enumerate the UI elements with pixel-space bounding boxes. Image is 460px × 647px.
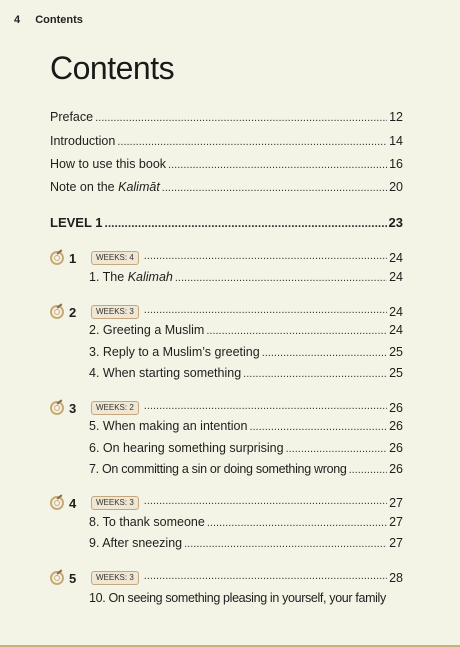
- dot-leader: [262, 345, 387, 361]
- page-title: Contents: [50, 50, 175, 86]
- unit-page-number: 26: [389, 401, 403, 415]
- toc-subentry-8[interactable]: [89, 514, 403, 531]
- subentry-label: 6. On hearing something surprising: [89, 441, 284, 455]
- subentry-page-number: 25: [389, 366, 403, 380]
- subentry-page-number: 24: [389, 323, 403, 337]
- toc-subentry-3[interactable]: [89, 344, 403, 361]
- target-icon: [50, 251, 64, 265]
- toc-entry-italic: Kalimāt: [118, 180, 160, 194]
- dot-leader: [105, 215, 387, 231]
- toc-subentry-6[interactable]: [89, 440, 403, 457]
- dot-leader: [243, 366, 387, 382]
- toc-page-number: 16: [389, 157, 403, 171]
- dot-leader: [168, 157, 387, 173]
- toc-entry-label: Introduction: [50, 134, 116, 148]
- running-head-page-number: 4: [14, 14, 21, 26]
- toc-entry-preface[interactable]: [50, 109, 403, 126]
- subentry-label: 8. To thank someone: [89, 515, 205, 529]
- weeks-badge: WEEKS: 4: [91, 251, 139, 265]
- toc-entry-label: Note on the Kalimāt: [50, 180, 160, 194]
- toc-entry-note-on-kalimat[interactable]: [50, 179, 403, 196]
- toc-page-number: 20: [389, 180, 403, 194]
- unit-5-row[interactable]: [50, 570, 403, 586]
- level-page-number: 23: [388, 215, 403, 230]
- subentry-label: 4. When starting something: [89, 366, 242, 380]
- dot-leader: [249, 419, 387, 435]
- subentry-label: 9. After sneezing: [89, 536, 183, 550]
- unit-1-row[interactable]: [50, 250, 403, 266]
- unit-page-number: 28: [389, 571, 403, 585]
- unit-number: 3: [69, 400, 77, 416]
- target-icon: [50, 305, 64, 319]
- dot-leader: [144, 570, 387, 582]
- dot-leader: [349, 462, 388, 478]
- dot-leader: [206, 323, 387, 339]
- subentry-label: 2. Greeting a Muslim: [89, 323, 205, 337]
- toc-subentry-10[interactable]: [89, 590, 403, 606]
- target-icon: [50, 401, 64, 415]
- dot-leader: [144, 400, 387, 412]
- toc-subentry-1[interactable]: [89, 269, 403, 286]
- dot-leader: [286, 441, 388, 457]
- subentry-label: 3. Reply to a Muslim’s greeting: [89, 345, 260, 359]
- dot-leader: [184, 536, 387, 552]
- unit-2-row[interactable]: [50, 304, 403, 320]
- toc-subentry-2[interactable]: [89, 322, 403, 339]
- toc-subentry-4[interactable]: [89, 365, 403, 382]
- weeks-badge: WEEKS: 3: [91, 496, 139, 510]
- unit-page-number: 24: [389, 305, 403, 319]
- dot-leader: [144, 495, 387, 507]
- toc-entry-label: How to use this book: [50, 157, 167, 171]
- unit-3-row[interactable]: [50, 400, 403, 416]
- target-icon: [50, 571, 64, 585]
- subentry-page-number: 27: [389, 536, 403, 550]
- subentry-page-number: 27: [389, 515, 403, 529]
- weeks-badge: WEEKS: 2: [91, 401, 139, 415]
- dot-leader: [117, 134, 387, 150]
- subentry-page-number: 26: [389, 462, 403, 476]
- toc-subentry-7[interactable]: [89, 461, 403, 478]
- toc-entry-how-to-use[interactable]: [50, 156, 403, 173]
- unit-page-number: 24: [389, 251, 403, 265]
- subentry-label: 1. The Kalimah: [89, 270, 173, 284]
- unit-number: 4: [69, 495, 77, 511]
- subentry-page-number: 26: [389, 441, 403, 455]
- toc-subentry-5[interactable]: [89, 418, 403, 435]
- dot-leader: [175, 270, 387, 286]
- unit-number: 1: [69, 250, 77, 266]
- unit-page-number: 27: [389, 496, 403, 510]
- weeks-badge: WEEKS: 3: [91, 305, 139, 319]
- level-label: LEVEL 1: [50, 215, 103, 230]
- running-head: [14, 14, 83, 26]
- subentry-page-number: 24: [389, 270, 403, 284]
- subentry-label: 7. On committing a sin or doing something wrong: [89, 462, 347, 476]
- toc-subentry-9[interactable]: [89, 535, 403, 552]
- unit-number: 5: [69, 570, 77, 586]
- subentry-page-number: 25: [389, 345, 403, 359]
- dot-leader: [95, 110, 387, 126]
- toc-entry-label: Preface: [50, 110, 94, 124]
- subentry-label: 5. When making an intention: [89, 419, 248, 433]
- running-head-title: Contents: [35, 14, 83, 26]
- dot-leader: [144, 304, 387, 316]
- unit-4-row[interactable]: [50, 495, 403, 511]
- target-icon: [50, 496, 64, 510]
- dot-leader: [162, 180, 387, 196]
- dot-leader: [207, 515, 387, 531]
- toc-entry-introduction[interactable]: [50, 133, 403, 150]
- dot-leader: [144, 250, 387, 262]
- toc-level-1[interactable]: [50, 215, 403, 231]
- weeks-badge: WEEKS: 3: [91, 571, 139, 585]
- unit-number: 2: [69, 304, 77, 320]
- subentry-page-number: 26: [389, 419, 403, 433]
- toc-page-number: 12: [389, 110, 403, 124]
- toc-page-number: 14: [389, 134, 403, 148]
- subentry-label: 10. On seeing something pleasing in yourself, your family: [89, 591, 386, 605]
